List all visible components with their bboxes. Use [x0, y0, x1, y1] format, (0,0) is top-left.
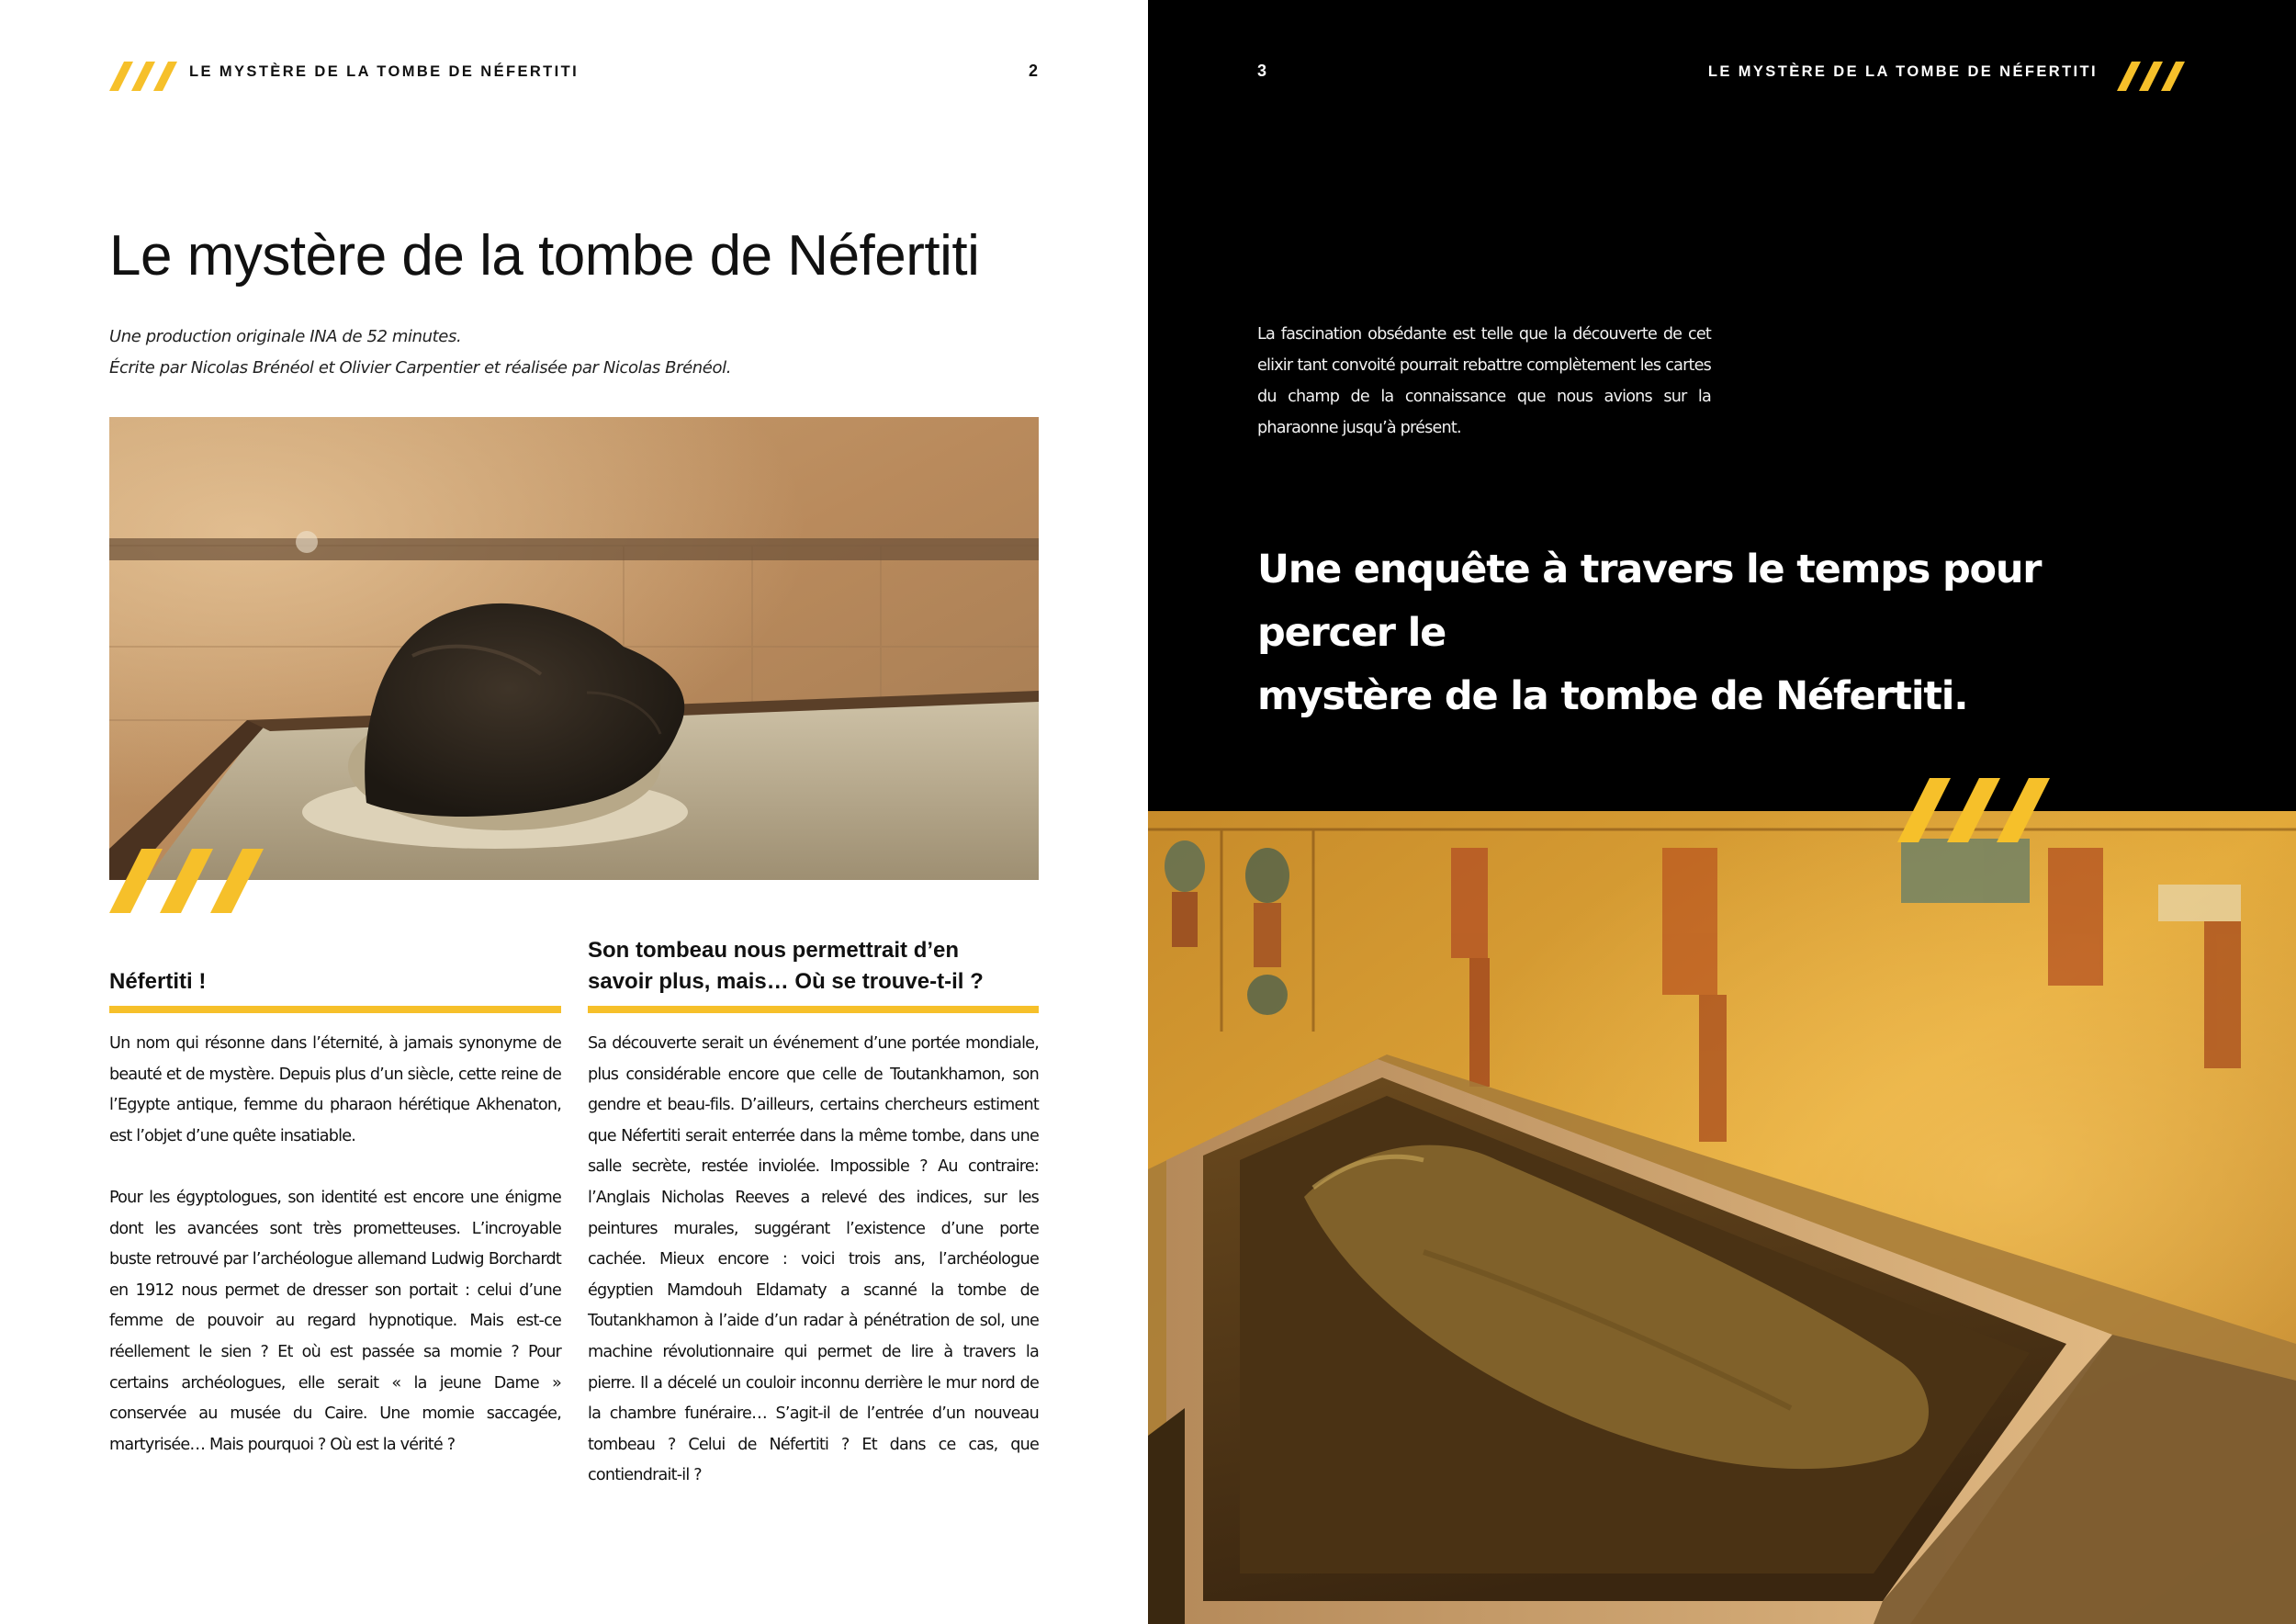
paragraph: Sa découverte serait un événement d’une portée mondiale, plus considérable encore que celle de Toutankhamon, son gendre et beau-fils. D’ailleurs, certains chercheurs estiment que Néfertiti serait enterrée dans la même tombe, dans une salle secrète, restée inviolée. Impossible ? Au contraire: l’Anglais Nicholas Reeves a relevé des indices, sur les peintures murales, suggérant l’existence d’une porte cachée. Mieux encore : voici trois ans, l’archéologue égyptien Mamdouh Eldamaty a scanné la tombe de Toutankhamon à l’aide d’un radar à pénétration de sol, une machine révolutionnaire qui permet de lire à travers la pierre. Il a décelé un couloir inconnu derrière le mur nord de la chambre funéraire… S’agit-il de l’entrée d’un nouveau tombeau ? Celui de Néfertiti ? Et dans ce cas, que contiendrait-il ?: [588, 1034, 1039, 1485]
heading-rule: [588, 1006, 1039, 1013]
credits-line: Écrite par Nicolas Brénéol et Olivier Carpentier et réalisée par Nicolas Brénéol.: [109, 358, 732, 378]
hatch-stripes-icon: [109, 849, 278, 913]
section-heading: Néfertiti !: [109, 969, 207, 994]
running-head: LE MYSTÈRE DE LA TOMBE DE NÉFERTITI: [1707, 63, 2098, 80]
section-heading: [588, 935, 984, 998]
running-head: LE MYSTÈRE DE LA TOMBE DE NÉFERTITI: [189, 63, 580, 80]
credits: [109, 321, 844, 384]
body-column: [109, 1029, 561, 1460]
pull-quote: [1257, 538, 2185, 728]
hatch-stripes-icon: [2117, 62, 2189, 91]
hatch-stripes-icon: [1897, 778, 2065, 842]
paragraph: Un nom qui résonne dans l’éternité, à jamais synonyme de beauté et de mystère. Depuis plus d’un siècle, cette reine de l’Egypte antique, femme du pharaon hérétique Akhenaton, est l’objet d’une quête insatiable.: [109, 1034, 561, 1145]
section-heading-line: savoir plus, mais… Où se trouve-t-il ?: [588, 969, 984, 994]
hatch-stripes-icon: [109, 62, 181, 91]
intro-text: La fascination obsédante est telle que la découverte de cet elixir tant convoité pourrait rebattre complètement les cartes du champ de la connaissance que nous avions sur la pharaonne jusqu’à présent.: [1257, 325, 1711, 437]
body-column: [588, 1029, 1039, 1492]
sarcophagus-tomb-photo: [1148, 811, 2296, 1624]
paragraph: Pour les égyptologues, son identité est encore une énigme dont les avancées sont très prometteuses. L’incroyable buste retrouvé par l’archéologue allemand Ludwig Borchardt en 1912 nous permet de dresser son portait : celui d’une femme de pouvoir au regard hypnotique. Mais est-ce réellement le sien ? Et où est passée sa momie ? Pour certains archéologues, elle serait « la jeune Dame » conservée au musée du Caire. Une momie saccagée, martyrisée… Mais pourquoi ? Où est la vérité ?: [109, 1188, 561, 1454]
pull-quote-line: Une enquête à travers le temps pour percer le: [1257, 547, 2042, 656]
section-heading-line: Son tombeau nous permettrait d’en: [588, 938, 960, 963]
mummy-head-photo: [109, 417, 1039, 880]
page-number: 3: [1257, 62, 1267, 80]
credits-line: Une production originale INA de 52 minutes.: [109, 327, 462, 346]
page-title: Le mystère de la tombe de Néfertiti: [109, 224, 980, 288]
heading-rule: [109, 1006, 561, 1013]
page-number: 2: [1029, 62, 1039, 80]
pull-quote-line: mystère de la tombe de Néfertiti.: [1257, 673, 1968, 719]
